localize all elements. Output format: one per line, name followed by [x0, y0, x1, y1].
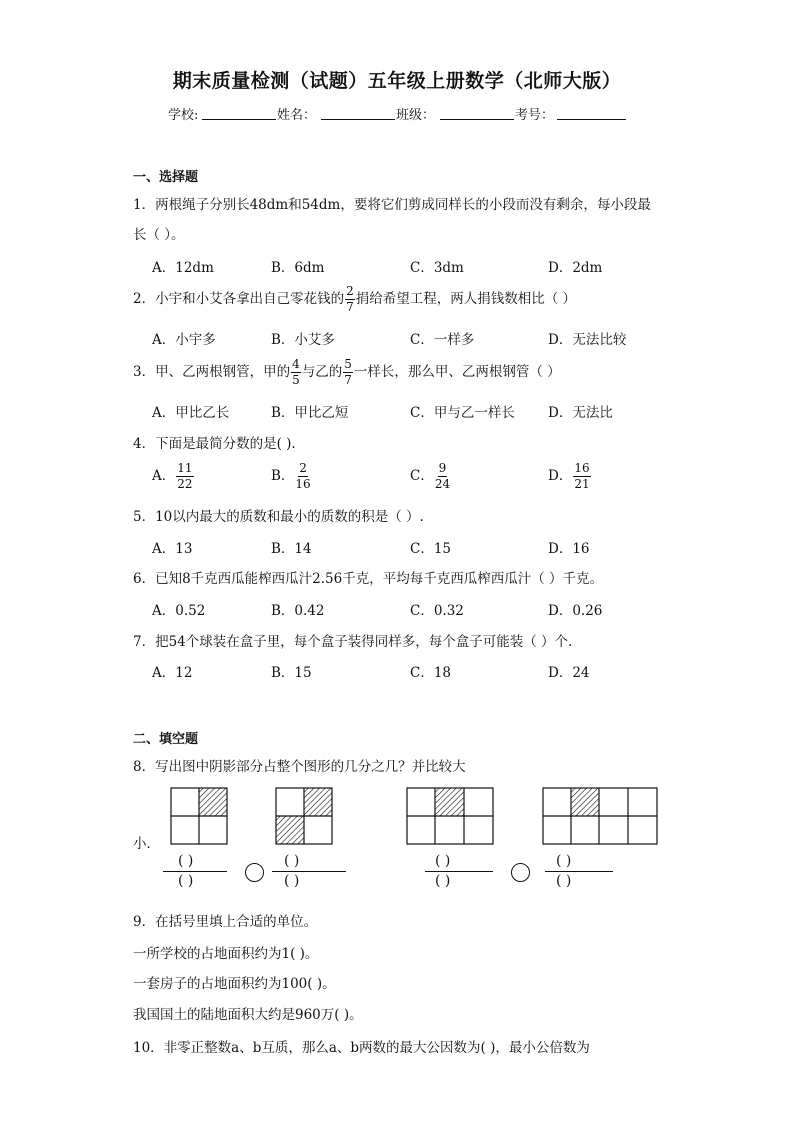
fraction-4-numerator-blank[interactable]: ( )	[556, 853, 572, 869]
question-9-line-3: 我国国土的陆地面积大约是960万( )。	[133, 1007, 363, 1023]
q3-option-a[interactable]: A．甲比乙长	[152, 405, 230, 421]
q6-option-b[interactable]: B．0.42	[271, 603, 325, 619]
q6-option-a[interactable]: A．0.52	[152, 603, 206, 619]
q4-option-d-label: D．	[548, 468, 573, 484]
q7-option-b[interactable]: B．15	[271, 665, 312, 681]
q3-fraction-1	[291, 357, 301, 388]
question-2	[133, 284, 576, 315]
question-9: 9．在括号里填上合适的单位。	[133, 914, 318, 930]
fraction-1-numerator-blank[interactable]: ( )	[178, 853, 194, 869]
q3-option-b[interactable]: B．甲比乙短	[271, 405, 349, 421]
compare-circle-2[interactable]	[511, 863, 530, 882]
q5-option-d[interactable]: D．16	[548, 541, 590, 557]
q3-fraction-2	[343, 357, 353, 388]
q2-fraction-numerator: 2	[346, 284, 354, 298]
figure-4-grid	[542, 787, 658, 845]
q4-option-d[interactable]	[548, 459, 592, 493]
question-8: 8．写出图中阴影部分占整个图形的几分之几？并比较大	[133, 759, 466, 775]
q3-text-pre: 3．甲、乙两根钢管，甲的	[133, 364, 291, 380]
q2-option-c[interactable]: C．一样多	[410, 332, 475, 348]
question-9-line-2: 一套房子的占地面积约为100( )。	[133, 976, 336, 992]
q4-option-c-label: C．	[410, 468, 434, 484]
q2-text-post: 捐给希望工程，两人捐钱数相比（ ）	[355, 291, 577, 307]
question-10: 10．非零正整数a、b互质，那么a、b两数的最大公因数为( )，最小公倍数为	[133, 1040, 590, 1056]
number-field[interactable]	[557, 105, 626, 124]
q4-option-a-fraction	[176, 461, 193, 492]
fraction-4-denominator-blank[interactable]: ( )	[556, 873, 572, 889]
fraction-3-bar	[425, 871, 493, 872]
question-6: 6．已知8千克西瓜能榨西瓜汁2.56千克，平均每千克西瓜榨西瓜汁（ ）千克。	[133, 571, 604, 587]
q3-fraction-2-denominator: 7	[344, 373, 352, 387]
q3-fraction-2-numerator: 5	[344, 357, 352, 371]
q3-fraction-1-denominator: 5	[292, 373, 300, 387]
q4-option-d-fraction	[573, 461, 590, 492]
number-label: 考号：	[515, 108, 555, 123]
figure-4-shaded-cell	[571, 788, 599, 816]
question-9-line-1: 一所学校的占地面积约为1( )。	[133, 946, 319, 962]
q4-option-c-fraction	[435, 461, 450, 492]
q3-text-mid: 与乙的	[301, 364, 343, 380]
school-label: 学校:	[168, 108, 199, 123]
fraction-2-denominator-blank[interactable]: ( )	[284, 873, 300, 889]
q7-option-a[interactable]: A．12	[152, 665, 193, 681]
figure-2-shaded-cell-1	[304, 788, 332, 816]
q2-fraction-denominator: 7	[346, 300, 354, 314]
q4-c-numerator: 9	[438, 461, 447, 475]
q4-option-b-fraction	[295, 461, 310, 492]
fraction-4-bar	[545, 871, 613, 872]
fraction-2-bar	[272, 871, 346, 872]
q3-option-c[interactable]: C．甲与乙一样长	[410, 405, 515, 421]
fraction-1-bar	[163, 871, 227, 872]
q4-d-numerator: 16	[574, 461, 590, 475]
q6-option-c[interactable]: C．0.32	[410, 603, 464, 619]
q1-option-a[interactable]: A．12dm	[152, 260, 214, 276]
name-label: 姓名：	[277, 108, 317, 123]
fraction-2-numerator-blank[interactable]: ( )	[284, 853, 300, 869]
figure-1-grid	[170, 787, 228, 845]
question-7: 7．把54个球装在盒子里，每个盒子装得同样多，每个盒子可能装（ ）个.	[133, 634, 573, 650]
figure-2-shaded-cell-2	[276, 816, 304, 844]
q3-fraction-1-numerator: 4	[292, 357, 300, 371]
q1-option-d[interactable]: D．2dm	[548, 260, 603, 276]
fraction-3-denominator-blank[interactable]: ( )	[435, 873, 451, 889]
question-3	[133, 357, 561, 388]
school-field[interactable]	[202, 105, 276, 124]
class-field[interactable]	[440, 105, 514, 124]
figure-3-shaded-cell	[435, 788, 464, 816]
q4-a-denominator: 22	[177, 477, 193, 491]
q2-text-pre: 2．小宇和小艾各拿出自己零花钱的	[133, 291, 345, 307]
fraction-1-denominator-blank[interactable]: ( )	[178, 873, 194, 889]
q3-option-d[interactable]: D．无法比	[548, 405, 613, 421]
q6-option-d[interactable]: D．0.26	[548, 603, 603, 619]
question-8-tail: 小．	[133, 836, 160, 852]
q4-option-b-label: B．	[271, 468, 295, 484]
question-5: 5．10以内最大的质数和最小的质数的积是（ ）.	[133, 509, 424, 525]
q7-option-c[interactable]: C．18	[410, 665, 452, 681]
q4-d-denominator: 21	[574, 477, 590, 491]
q4-c-denominator: 24	[434, 477, 451, 491]
q2-option-a[interactable]: A．小宇多	[152, 332, 216, 348]
section-heading-fill-in: 二、填空题	[133, 732, 199, 747]
q5-option-a[interactable]: A．13	[152, 541, 193, 557]
q3-text-post: 一样长，那么甲、乙两根钢管（ ）	[353, 364, 561, 380]
question-1-line-1: 1．两根绳子分别长48dm和54dm，要将它们剪成同样长的小段而没有剩余，每小段最	[133, 197, 651, 213]
q2-fraction	[345, 284, 355, 315]
q4-b-denominator: 16	[295, 477, 311, 491]
figure-1-shaded-cell	[199, 788, 227, 816]
fraction-3-numerator-blank[interactable]: ( )	[435, 853, 451, 869]
q4-b-numerator: 2	[299, 461, 307, 475]
figure-3-grid	[406, 787, 494, 845]
question-4: 4．下面是最简分数的是( ).	[133, 436, 296, 452]
q4-option-a[interactable]	[152, 459, 195, 493]
page-title: 期末质量检测（试题）五年级上册数学（北师大版）	[172, 70, 622, 92]
class-label: 班级：	[396, 108, 436, 123]
q4-option-a-label: A．	[152, 468, 176, 484]
figure-2-grid	[275, 787, 333, 845]
q2-option-d[interactable]: D．无法比较	[548, 332, 627, 348]
q2-option-b[interactable]: B．小艾多	[271, 332, 335, 348]
q4-option-b[interactable]	[271, 459, 312, 493]
q7-option-d[interactable]: D．24	[548, 665, 590, 681]
q1-option-c[interactable]: C．3dm	[410, 260, 464, 276]
name-field[interactable]	[321, 105, 395, 124]
q5-option-b[interactable]: B．14	[271, 541, 312, 557]
compare-circle-1[interactable]	[245, 863, 264, 882]
question-1-line-2: 长（ ）。	[133, 227, 185, 243]
q4-option-c[interactable]	[410, 459, 451, 493]
q4-a-numerator: 11	[177, 461, 193, 475]
q5-option-c[interactable]: C．15	[410, 541, 452, 557]
q1-option-b[interactable]: B．6dm	[271, 260, 325, 276]
section-heading-choice: 一、选择题	[133, 170, 199, 185]
